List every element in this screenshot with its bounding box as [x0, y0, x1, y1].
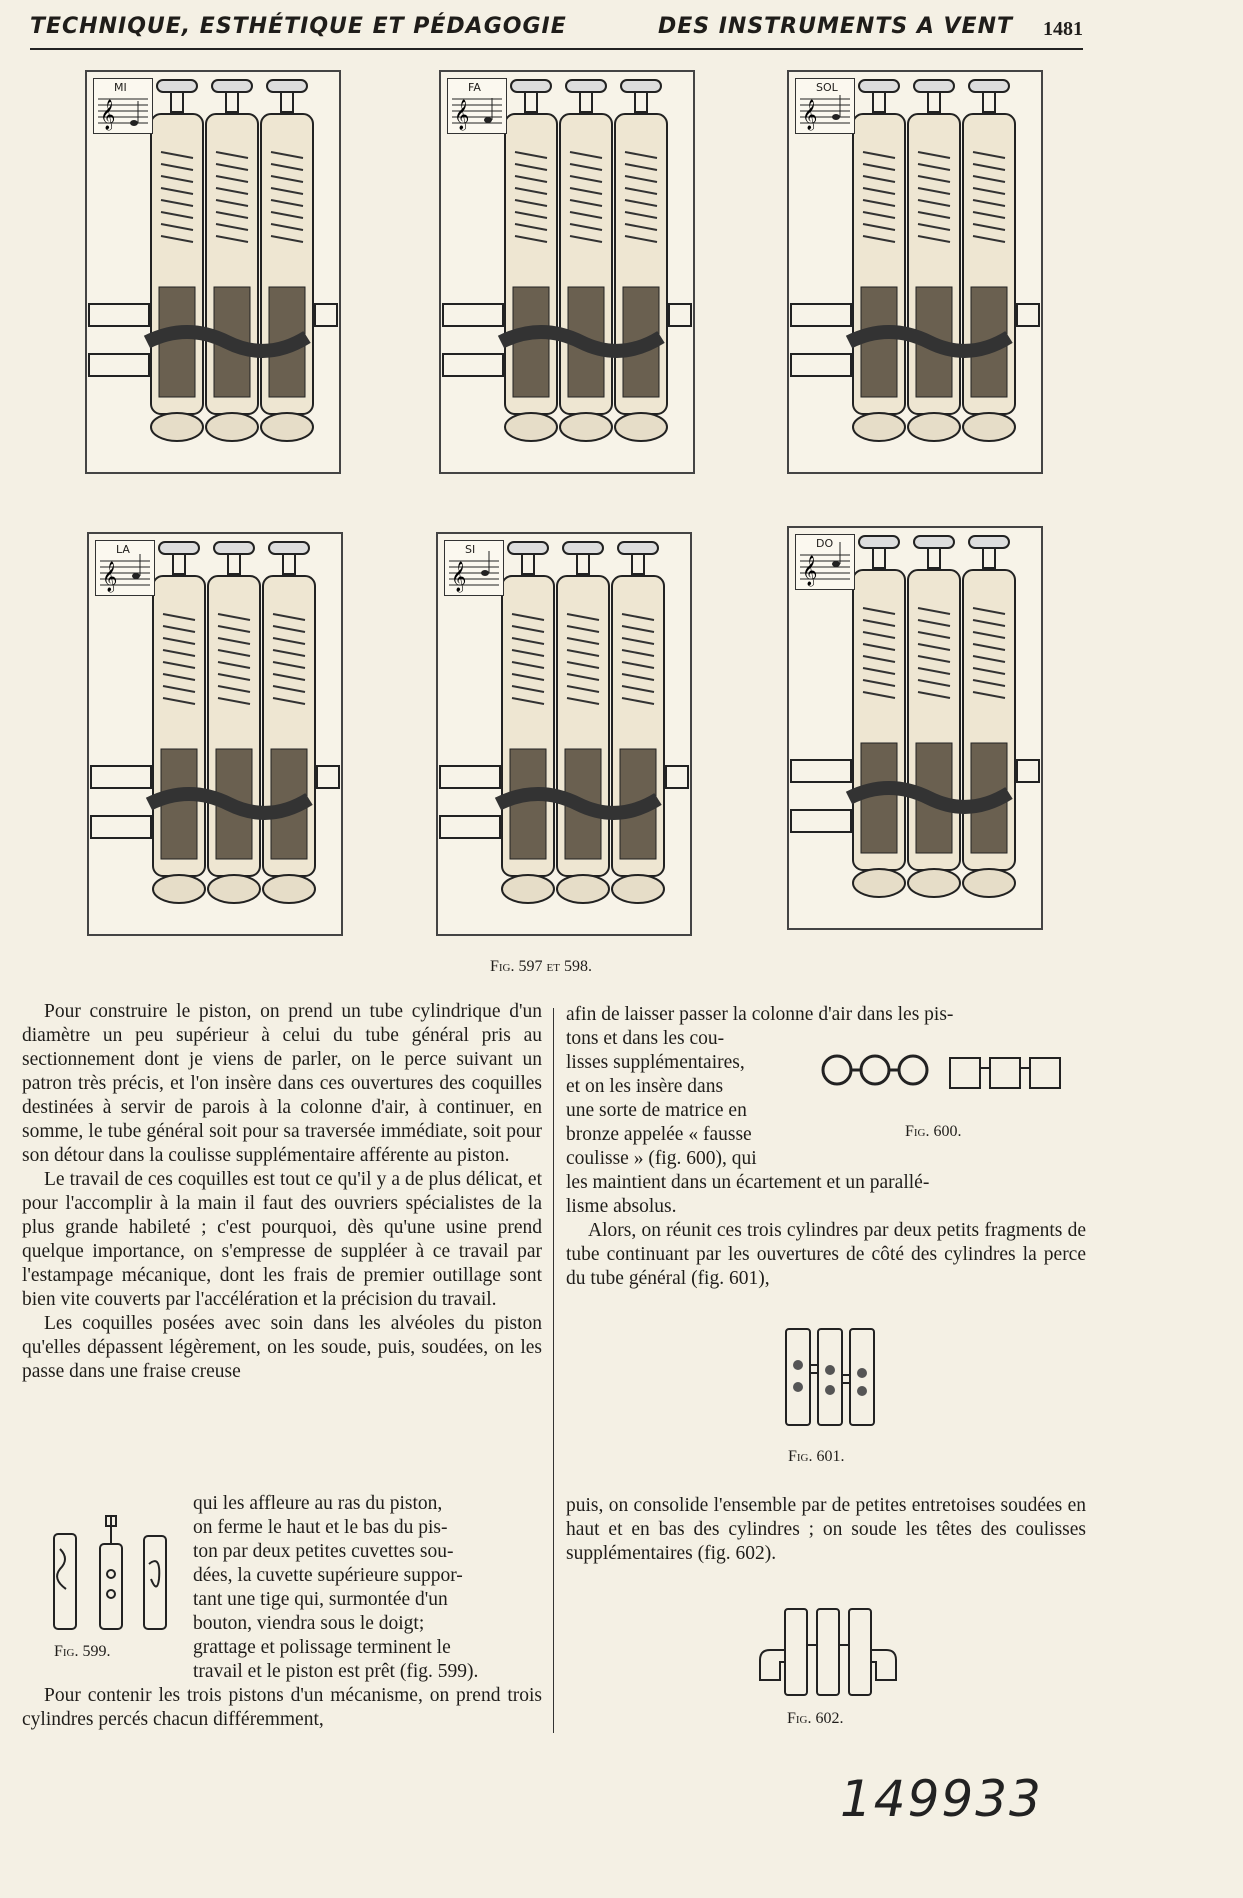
figure-602 [755, 1605, 905, 1705]
paragraph-1: Pour construire le piston, on prend un tube cylindrique d'un diamètre un peu supérieur à celui du tube général pris au sectionnement dont je viens de parler, on le perce suivant un patron très précis, et l'on insère dans ces ouvertures des coquilles destinées à servir de parois à la colonne d'air, à continuer, en somme, le tube général soit pour sa traversée immédiate, soit pour son détour dans la coulisse supplémentaire afférente au piston. [22, 1001, 542, 1166]
note-label: MI [114, 81, 127, 94]
staff-notation [95, 540, 155, 596]
paragraph-3a: Les coquilles posées avec soin dans les alvéoles du piston qu'elles dépassent légèrement, on les soude, puis, soudées, on les passe dans une fraise creuse [22, 1313, 542, 1382]
figure-600-caption: Fig. 600. [905, 1123, 962, 1140]
svg-text:𝄞: 𝄞 [802, 100, 818, 130]
valve-panel-1 [85, 70, 341, 474]
note-label: SI [465, 543, 476, 556]
valve-panel-5 [436, 532, 692, 936]
header-right-title: DES INSTRUMENTS A VENT [657, 14, 1013, 39]
text-line: tant une tige qui, surmontée d'un [193, 1589, 448, 1610]
figure-602-caption: Fig. 602. [787, 1710, 844, 1727]
text-line: une sorte de matrice en [566, 1100, 747, 1121]
right-line-1: afin de laisser passer la colonne d'air dans les pis- [566, 1004, 954, 1025]
note-label: LA [116, 543, 130, 556]
svg-text:𝄞: 𝄞 [100, 100, 116, 130]
text-line: ton par deux petites cuvettes sou- [193, 1541, 454, 1562]
text-line: dées, la cuvette supérieure suppor- [193, 1565, 463, 1586]
valve-panel-3 [787, 70, 1043, 474]
svg-text:𝄞: 𝄞 [102, 562, 118, 592]
text-line: coulisse » (fig. 600), qui [566, 1148, 757, 1169]
figure-599 [50, 1514, 180, 1639]
right-line-after-2: lisme absolus. [566, 1196, 677, 1217]
text-line: et on les insère dans [566, 1076, 724, 1097]
figure-599-caption: Fig. 599. [54, 1643, 111, 1660]
header-left-title: TECHNIQUE, ESTHÉTIQUE ET PÉDAGOGIE [30, 14, 567, 39]
staff-notation [444, 540, 504, 596]
text-line: on ferme le haut et le bas du pis- [193, 1517, 448, 1538]
valve-panel-4 [87, 532, 343, 936]
figure-600 [815, 1050, 1085, 1105]
staff-notation [795, 78, 855, 134]
valve-panel-2 [439, 70, 695, 474]
paragraph-4: Pour contenir les trois pistons d'un mécanisme, on prend trois cylindres percés chacun différemment, [22, 1685, 542, 1730]
text-line: lisses supplémentaires, [566, 1052, 745, 1073]
text-line: bouton, viendra sous le doigt; [193, 1613, 425, 1634]
right-wrapped-lines [566, 1027, 806, 1171]
right-line-after: les maintient dans un écartement et un parallé- [566, 1172, 930, 1193]
right-paragraph-2: Alors, on réunit ces trois cylindres par deux petits fragments de tube continuant par les ouvertures de côté des cylindres la perce du tube général (fig. 601), [566, 1220, 1086, 1289]
text-line: bronze appelée « fausse [566, 1124, 752, 1145]
staff-notation [447, 78, 507, 134]
text-line: tons et dans les cou- [566, 1028, 725, 1049]
paragraph-3b [193, 1492, 543, 1684]
note-label: FA [468, 81, 481, 94]
valve-panel-6 [787, 526, 1043, 930]
text-line: travail et le piston est prêt (fig. 599). [193, 1661, 479, 1682]
text-line: grattage et polissage terminent le [193, 1637, 451, 1658]
running-header [30, 8, 1083, 50]
staff-notation [93, 78, 153, 134]
column-divider [553, 1008, 554, 1733]
paragraph-2: Le travail de ces coquilles est tout ce qu'il y a de plus délicat, et pour l'accomplir à la main il faut des ouvriers spécialistes de la plus grande habileté ; c'est pourquoi, dès qu'une usine prend quelque importance, on s'empresse de suppléer à ce travail par l'estampage mécanique, dont les frais de premier outillage sont bien vite couverts par l'accélération et la précision du travail. [22, 1169, 542, 1310]
note-label: DO [816, 537, 834, 550]
text-line: qui les affleure au ras du piston, [193, 1493, 443, 1514]
svg-text:𝄞: 𝄞 [451, 562, 467, 592]
note-label: SOL [816, 81, 838, 94]
right-paragraph-3: puis, on consolide l'ensemble par de petites entretoises soudées en haut et en bas des cylindres ; on soude les têtes des coulisses supplémentaires (fig. 602). [566, 1495, 1086, 1564]
svg-text:𝄞: 𝄞 [802, 556, 818, 586]
figure-601 [782, 1325, 882, 1435]
svg-text:𝄞: 𝄞 [454, 100, 470, 130]
page-number: 1481 [1043, 18, 1083, 40]
left-column [22, 1000, 542, 1384]
staff-notation [795, 534, 855, 590]
figure-caption-597-598: Fig. 597 et 598. [490, 958, 592, 975]
handwritten-number: 149933 [840, 1770, 1043, 1828]
figure-601-caption: Fig. 601. [788, 1448, 845, 1465]
